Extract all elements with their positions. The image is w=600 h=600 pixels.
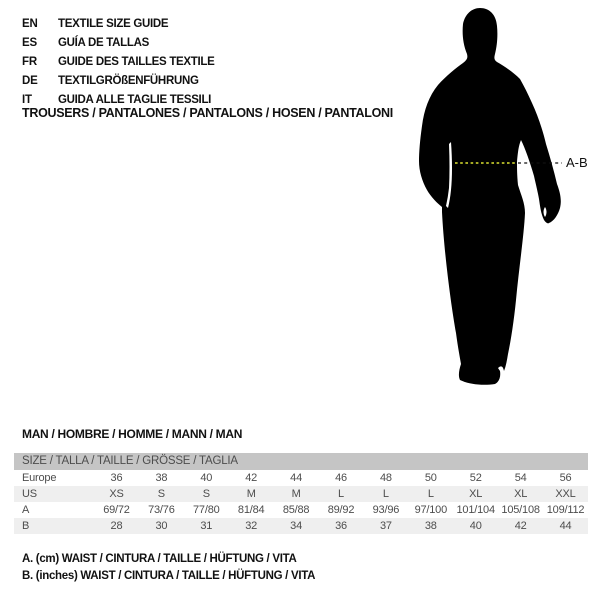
language-legend [22,15,215,110]
table-cell: 40 [469,520,482,532]
table-cell: 31 [200,520,213,532]
table-cell: 38 [424,520,437,532]
table-cell: 44 [559,520,572,532]
table-cell: L [338,488,344,500]
table-cell: 42 [514,520,527,532]
table-row-us [14,486,588,502]
table-cell: S [202,488,210,500]
table-cell: XL [514,488,528,500]
table-cell: M [291,488,301,500]
table-cell: 40 [200,472,213,484]
table-cell: L [427,488,434,500]
language-code: EN [22,18,38,30]
table-cell: 85/88 [282,504,310,516]
table-cell: XL [469,488,483,500]
table-cell: 89/92 [327,504,355,516]
guide-title-es: GUÍA DE TALLAS [58,37,149,49]
language-code: DE [22,75,38,87]
man-silhouette-body [419,8,561,385]
row-label: US [22,488,37,500]
table-cell: L [382,488,389,500]
table-cell: 69/72 [103,504,130,516]
legend-row-fr [22,53,215,72]
table-cell: M [246,488,256,500]
footnote-b-inches: B. (inches) WAIST / CINTURA / TAILLE / HÜFTUNG / VITA [22,570,316,582]
table-cell: 54 [514,472,527,484]
size-table-header: SIZE / TALLA / TAILLE / GRÖSSE / TAGLIA [14,453,588,470]
guide-title-it: GUIDA ALLE TAGLIE TESSILI [58,94,212,106]
measure-label-ab: A-B [566,155,588,170]
table-cell: 48 [379,472,392,484]
table-cell: 36 [335,520,347,532]
man-silhouette-figure [410,0,600,400]
table-cell: 36 [110,472,123,484]
table-cell: 32 [245,520,258,532]
guide-title-fr: GUIDE DES TAILLES TEXTILE [58,56,215,68]
table-cell: S [157,488,165,500]
footnotes [22,551,315,585]
guide-title-de: TEXTILGRÖßENFÜHRUNG [58,75,199,87]
legend-row-es [22,34,215,53]
table-cell: 109/112 [546,504,585,516]
section-title-man: MAN / HOMBRE / HOMME / MANN / MAN [22,427,243,441]
language-code: FR [22,56,37,68]
table-cell: 44 [290,472,302,484]
table-cell: 37 [379,520,392,532]
row-label: Europe [22,472,57,484]
row-label: B [22,520,30,532]
table-row-europe [14,470,588,486]
table-cell: 30 [155,520,168,532]
footnote-a-cm: A. (cm) WAIST / CINTURA / TAILLE / HÜFTUNG / VITA [22,553,297,565]
legend-row-de [22,72,215,91]
table-cell: 101/104 [456,504,495,516]
size-table [14,453,588,534]
table-cell: 105/108 [501,504,540,516]
category-title: TROUSERS / PANTALONES / PANTALONS / HOSEN / PANTALONI [22,106,393,120]
table-cell: 77/80 [193,504,220,516]
table-cell: 46 [335,472,347,484]
table-cell: 93/96 [372,504,400,516]
table-cell: 50 [424,472,437,484]
table-cell: 73/76 [148,504,175,516]
language-code: ES [22,37,37,49]
table-row-a-cm [14,502,588,518]
table-cell: 56 [559,472,572,484]
language-code: IT [22,94,32,106]
table-cell: 42 [245,472,258,484]
guide-title-en: TEXTILE SIZE GUIDE [58,18,169,30]
row-label: A [22,504,30,516]
table-cell: XS [109,488,124,500]
table-cell: 52 [469,472,482,484]
table-cell: 34 [290,520,302,532]
table-cell: 38 [155,472,168,484]
table-cell: 97/100 [414,504,448,516]
table-cell: 81/84 [237,504,265,516]
table-cell: 28 [110,520,123,532]
legend-row-en [22,15,215,34]
man-silhouette-svg [410,0,600,400]
table-cell: XXL [555,488,576,500]
table-row-b-inches [14,518,588,534]
